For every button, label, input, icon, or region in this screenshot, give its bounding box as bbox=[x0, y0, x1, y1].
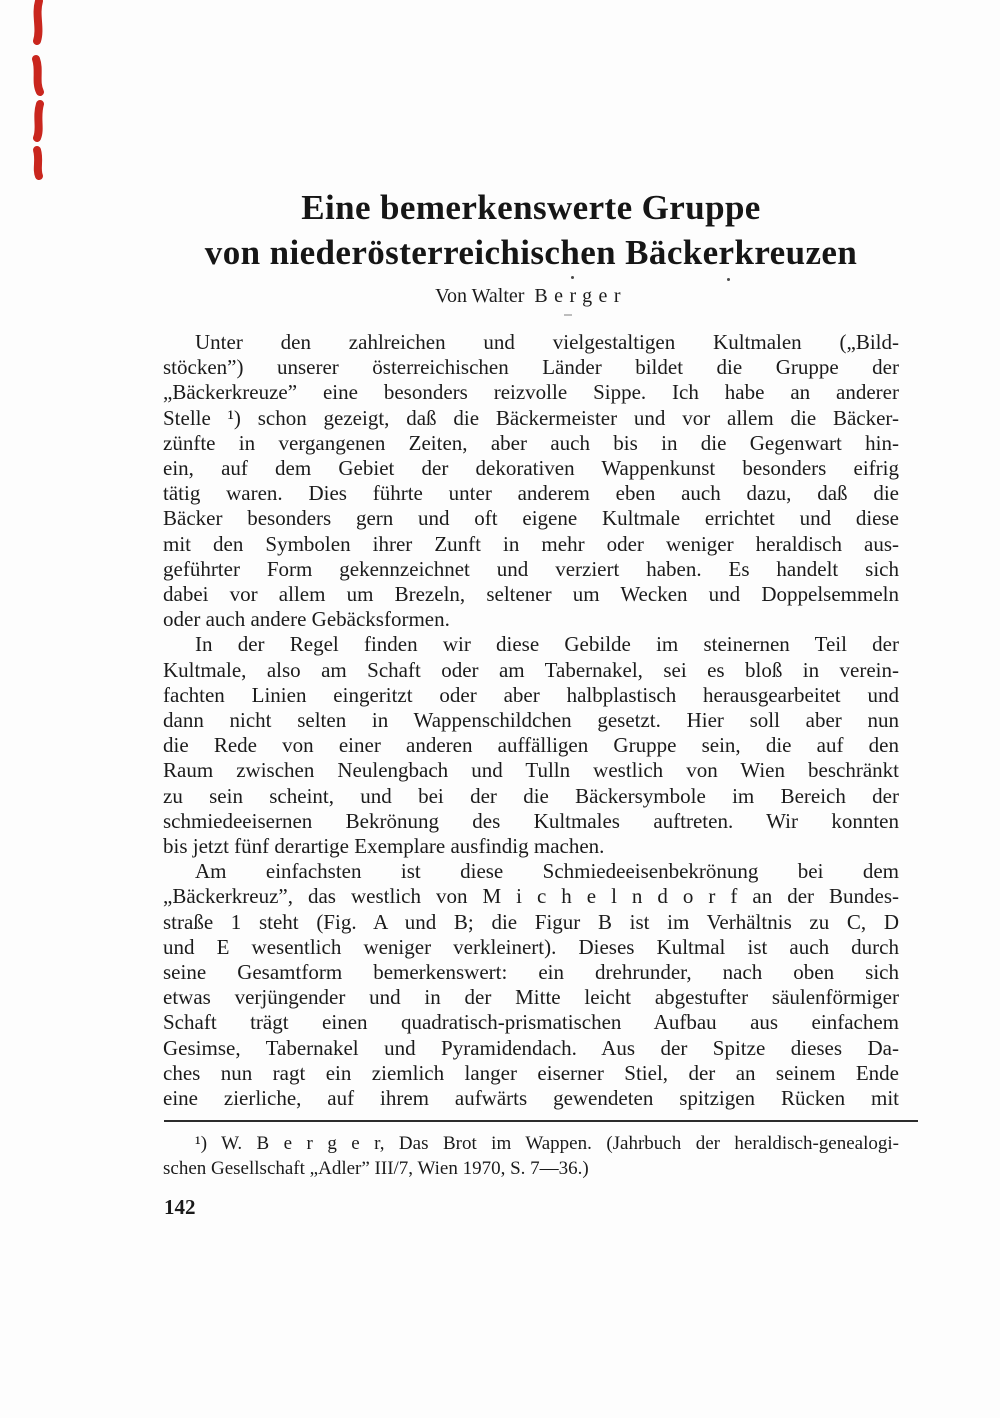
body-line: „Bäckerkreuz”, das westlich von M i c h e l n d o r f an der Bundes- bbox=[163, 884, 899, 909]
body-line: ein, auf dem Gebiet der dekorativen Wappenkunst besonders eifrig bbox=[163, 456, 899, 481]
body-line: tätig waren. Dies führte unter anderem eben auch dazu, daß die bbox=[163, 481, 899, 506]
body-line: geführter Form gekennzeichnet und verziert haben. Es handelt sich bbox=[163, 556, 899, 581]
body-line: eine zierliche, auf ihrem aufwärts gewendeten spitzigen Rücken mit bbox=[163, 1086, 899, 1111]
body-line: dann nicht selten in Wappenschildchen gesetzt. Hier soll aber nun bbox=[163, 708, 899, 733]
body-line: zünfte in vergangenen Zeiten, aber auch bis in die Gegenwart hin- bbox=[163, 430, 899, 455]
body-line: Schaft trägt einen quadratisch-prismatischen Aufbau aus einfachem bbox=[163, 1010, 899, 1035]
body-line: „Bäckerkreuze” eine besonders reizvolle Sippe. Ich habe an anderer bbox=[163, 380, 899, 405]
body-line: ches nun ragt ein ziemlich langer eiserner Stiel, der an seinem Ende bbox=[163, 1060, 899, 1085]
article-title-line1: Eine bemerkenswerte Gruppe bbox=[301, 188, 761, 227]
footnote-line: schen Gesellschaft „Adler” III/7, Wien 1970, S. 7—36.) bbox=[163, 1158, 589, 1179]
byline-surname: Berger bbox=[534, 285, 627, 307]
body-line: straße 1 steht (Fig. A und B; die Figur B ist im Verhältnis zu C, D bbox=[163, 909, 899, 934]
body-line: Stelle ¹) schon gezeigt, daß die Bäckermeister und vor allem die Bäcker- bbox=[163, 405, 899, 430]
footnote-line: ¹) W. B e r g e r, Das Brot im Wappen. (Jahrbuch der heraldisch-genealogi- bbox=[195, 1133, 899, 1154]
body-line: seine Gesamtform bemerkenswert: ein drehrunder, nach oben sich bbox=[163, 960, 899, 985]
body-text bbox=[163, 330, 899, 1111]
byline bbox=[163, 283, 899, 309]
body-line: Kultmale, also am Schaft oder am Tabernakel, sei es bloß in verein- bbox=[163, 657, 899, 682]
body-line: zu sein scheint, und bei der die Bäckersymbole im Bereich der bbox=[163, 783, 899, 808]
body-line: Bäcker besonders gern und oft eigene Kultmale errichtet und diese bbox=[163, 506, 899, 531]
body-line: etwas verjüngender und in der Mitte leicht abgestufter säulenförmiger bbox=[163, 985, 899, 1010]
red-scan-marks bbox=[22, 0, 58, 190]
body-line: die Rede von einer anderen auffälligen Gruppe sein, die auf den bbox=[163, 733, 899, 758]
body-line: mit den Symbolen ihrer Zunft in mehr oder weniger heraldisch aus- bbox=[163, 531, 899, 556]
body-line: bis jetzt fünf derartige Exemplare ausfindig machen. bbox=[163, 834, 605, 859]
body-line: In der Regel finden wir diese Gebilde im steinernen Teil der bbox=[195, 632, 899, 657]
article-title bbox=[163, 185, 899, 275]
scan-speck bbox=[727, 278, 730, 281]
body-line: und E wesentlich weniger verkleinert). Dieses Kultmal ist auch durch bbox=[163, 934, 899, 959]
body-line: fachten Linien eingeritzt oder aber halbplastisch herausgearbeitet und bbox=[163, 682, 899, 707]
body-line: schmiedeeisernen Bekrönung des Kultmales auftreten. Wir konnten bbox=[163, 808, 899, 833]
footnote-separator-rule bbox=[164, 1120, 918, 1122]
body-line: Am einfachsten ist diese Schmiedeeisenbekrönung bei dem bbox=[195, 859, 899, 884]
article-title-line2: von niederösterreichischen Bäckerkreuzen bbox=[204, 233, 858, 272]
body-line: stöcken”) unserer österreichischen Länder bildet die Gruppe der bbox=[163, 355, 899, 380]
body-line: dabei vor allem um Brezeln, seltener um Wecken und Doppelsemmeln bbox=[163, 582, 899, 607]
body-line: Raum zwischen Neulengbach und Tulln westlich von Wien beschränkt bbox=[163, 758, 899, 783]
byline-prefix: Von Walter bbox=[435, 285, 525, 307]
body-line: Unter den zahlreichen und vielgestaltigen Kultmalen („Bild- bbox=[195, 330, 899, 354]
scan-speck bbox=[571, 276, 574, 279]
page-number: 142 bbox=[164, 1195, 196, 1219]
body-line: oder auch andere Gebäcksformen. bbox=[163, 607, 450, 632]
scan-smudge bbox=[564, 314, 572, 316]
body-line: Gesimse, Tabernakel und Pyramidendach. Aus der Spitze dieses Da- bbox=[163, 1035, 899, 1060]
footnote bbox=[163, 1131, 899, 1181]
